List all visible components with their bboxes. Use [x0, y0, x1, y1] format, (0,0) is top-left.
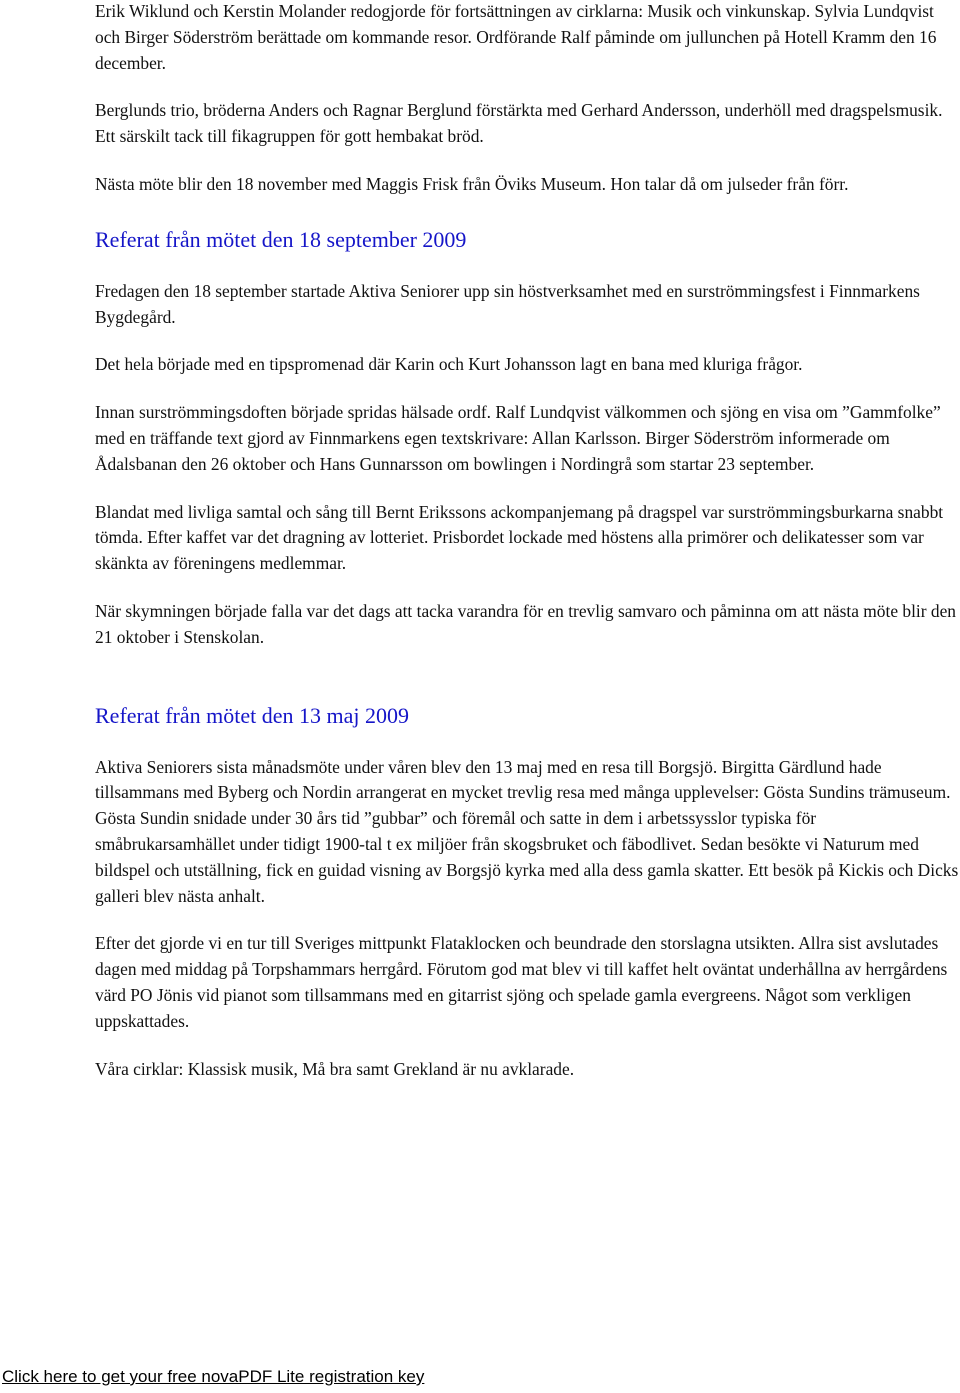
novapdf-registration-link[interactable]: Click here to get your free novaPDF Lite registration key: [2, 1367, 425, 1386]
may-paragraph-3: Våra cirklar: Klassisk musik, Må bra samt Grekland är nu avklarade.: [95, 1058, 575, 1079]
intro-paragraph-1: Erik Wiklund och Kerstin Molander redogjorde för fortsättningen av cirklarna: Musik och vinkunskap. Sylvia Lundqvist och Birger Söderström berättade om kommande resor. Ordförande Ralf påminde om jullunchen på Hotell Kramm den 16 december.: [95, 1, 937, 73]
intro-paragraph-3: Nästa möte blir den 18 november med Maggis Frisk från Öviks Museum. Hon talar då om julseder från förr.: [95, 173, 849, 194]
september-paragraph-5: När skymningen började falla var det dags att tacka varandra för en trevlig samvaro och påminna om att nästa möte blir den 21 oktober i Stenskolan.: [95, 600, 957, 647]
september-paragraph-3: Innan surströmmingsdoften började spridas hälsade ordf. Ralf Lundqvist välkommen och sjöng en visa om ”Gammfolke” med en träffande text gjord av Finnmarkens egen textskrivare: Allan Karlsson. Birger Söderström informerade om Ådalsbanan den 26 oktober och Hans Gunnarsson om bowlingen i Nordingrå som startar 23 september.: [95, 402, 941, 474]
september-paragraph-1: Fredagen den 18 september startade Aktiva Seniorer upp sin höstverksamhet med en surströmmingsfest i Finnmarkens Bygdegård.: [95, 280, 920, 327]
section-heading-september: Referat från mötet den 18 september 2009: [95, 226, 467, 252]
may-paragraph-1: Aktiva Seniorers sista månadsmöte under våren blev den 13 maj med en resa till Borgsjö. Birgitta Gärdlund hade tillsammans med Byberg och Nordin arrangerat en mycket trevlig resa med många upplevelser: Gösta Sundins trämuseum. Gösta Sundin snidade under 30 års tid ”gubbar” och föremål och satte in dem i arbetssysslor typiska för småbrukarsamhället under tidigt 1900-tal t ex miljöer från skogsbruket och fäbodlivet. Sedan besökte vi Naturum med bildspel och utställning, fick en guidad visning av Borgsjö kyrka med alla dess gamla skatter. Ett besök på Kickis och Dicks galleri blev nästa anhalt.: [95, 756, 959, 906]
september-paragraph-4: Blandat med livliga samtal och sång till Bernt Erikssons ackompanjemang på dragspel var surströmmingsburkarna snabbt tömda. Efter kaffet var det dragning av lotteriet. Prisbordet lockade med höstens alla primörer och delikatesser som var skänkta av föreningens medlemmar.: [95, 501, 944, 574]
document-body: [95, 0, 960, 1082]
may-paragraph-2: Efter det gjorde vi en tur till Sveriges mittpunkt Flataklocken och beundrade den storslagna utsikten. Allra sist avslutades dagen med middag på Torpshammars herrgård. Förutom god mat blev vi till kaffet helt oväntat underhållna av herrgårdens värd PO Jönis vid pianot som tillsammans med en gitarrist sjöng och spelade gamla evergreens. Något som verkligen uppskattades.: [95, 933, 948, 1031]
intro-paragraph-2: Berglunds trio, bröderna Anders och Ragnar Berglund förstärkta med Gerhard Andersson, underhöll med dragspelsmusik. Ett särskilt tack till fikagruppen för gott hembakat bröd.: [95, 100, 943, 147]
september-paragraph-2: Det hela började med en tipspromenad där Karin och Kurt Johansson lagt en bana med kluriga frågor.: [95, 354, 803, 375]
section-heading-may: Referat från mötet den 13 maj 2009: [95, 702, 410, 728]
